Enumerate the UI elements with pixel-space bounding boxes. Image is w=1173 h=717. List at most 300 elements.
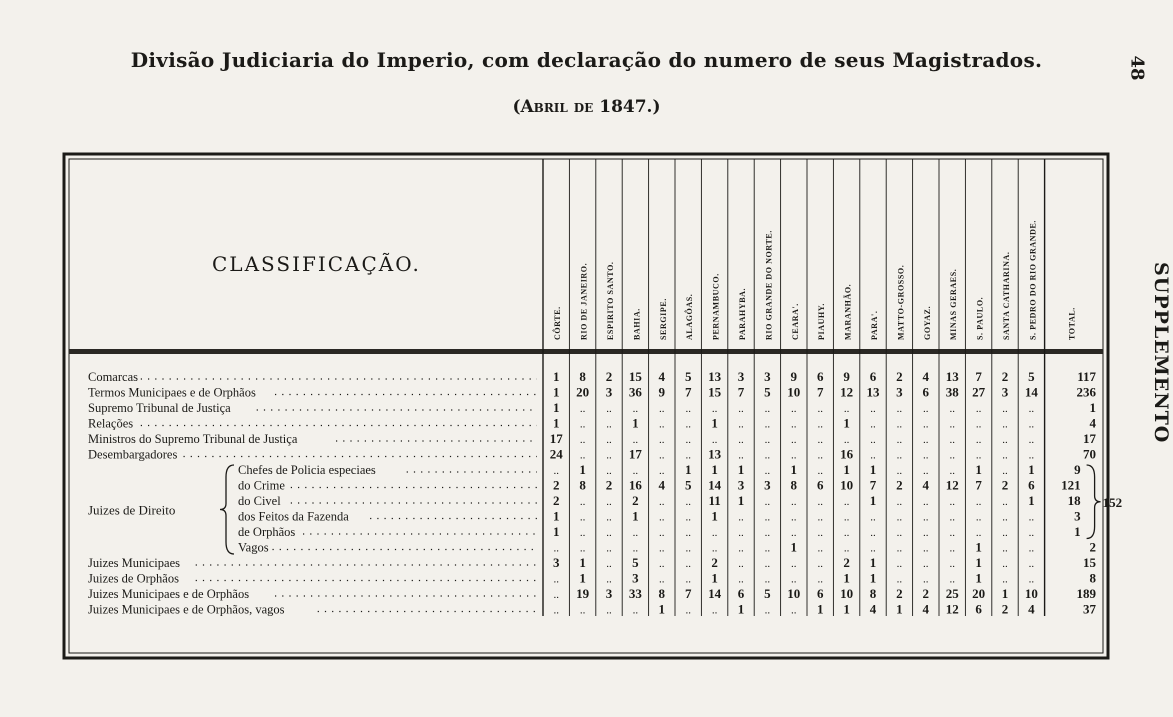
- table-cell: 3: [1001, 384, 1009, 400]
- table-cell: ..: [870, 542, 876, 555]
- table-cell: ..: [870, 511, 876, 524]
- table-cell: ..: [764, 542, 771, 555]
- table-cell: 1: [843, 601, 850, 617]
- table-cell: ..: [923, 558, 929, 570]
- table-cell: ..: [1028, 418, 1035, 431]
- table-cell: ..: [923, 449, 929, 462]
- table-cell: ..: [738, 527, 744, 539]
- table-cell: 2: [1001, 369, 1009, 384]
- table-cell: ..: [606, 511, 612, 524]
- table-cell: ..: [1028, 542, 1035, 555]
- table-cell: 2: [896, 477, 903, 493]
- table-cell: 13: [708, 369, 722, 384]
- table-cell: ..: [606, 573, 612, 586]
- table-cell: ..: [1028, 527, 1035, 539]
- table-cell: 6: [816, 477, 824, 493]
- table-cell: ..: [896, 496, 903, 508]
- row-label: Juizes Municipaes: [88, 556, 180, 570]
- table-cell: 1: [632, 508, 639, 524]
- table-cell: 19: [576, 586, 590, 601]
- table-cell: ..: [923, 418, 929, 431]
- table-cell: 5: [764, 384, 771, 400]
- column-header: RIO DE JANEIRO.: [579, 262, 589, 340]
- table-cell: 24: [549, 446, 563, 462]
- table-cell: ..: [764, 434, 771, 446]
- table-cell: ..: [949, 434, 955, 446]
- table-cell: 12: [840, 384, 854, 400]
- table-cell: ..: [553, 542, 559, 555]
- table-cell: ..: [949, 449, 955, 462]
- table-cell: ..: [923, 403, 929, 415]
- table-cell: 7: [684, 384, 692, 400]
- table-cell: 1: [843, 462, 850, 477]
- table-cell: 16: [840, 446, 854, 462]
- table-cell: ..: [1002, 434, 1008, 446]
- table-cell: 14: [1024, 384, 1038, 400]
- table-cell: 5: [632, 555, 639, 570]
- table-cell: ..: [632, 527, 639, 539]
- table-cell: 1: [869, 570, 877, 586]
- table-cell: 36: [628, 384, 642, 400]
- table-cell: ..: [553, 573, 559, 586]
- table-cell: 1: [869, 493, 877, 508]
- table-cell: ..: [1002, 511, 1008, 524]
- row-total: 236: [1076, 384, 1096, 400]
- table-cell: ..: [738, 511, 744, 524]
- table-cell: 1: [579, 462, 586, 477]
- table-cell: ..: [870, 449, 876, 462]
- table-cell: ..: [791, 449, 797, 462]
- row-total: 8: [1089, 570, 1096, 586]
- table-cell: ..: [579, 542, 586, 555]
- row-label: Relações: [88, 416, 134, 431]
- table-cell: 4: [922, 601, 930, 617]
- table-cell: 4: [922, 369, 930, 384]
- table-cell: 1: [975, 570, 982, 586]
- table-cell: 1: [737, 493, 745, 508]
- table-cell: ..: [870, 403, 876, 415]
- table-cell: ..: [659, 496, 665, 508]
- table-cell: 2: [1001, 601, 1009, 617]
- table-cell: ..: [685, 403, 691, 415]
- table-cell: ..: [764, 511, 771, 524]
- table-cell: ..: [843, 403, 850, 415]
- table-cell: 5: [684, 477, 692, 493]
- table-cell: 3: [764, 477, 771, 493]
- table-cell: ..: [843, 496, 850, 508]
- table-cell: ..: [1002, 496, 1008, 508]
- table-cell: ..: [791, 604, 797, 617]
- table-cell: 1: [552, 400, 560, 415]
- table-cell: 6: [737, 586, 745, 601]
- table-cell: ..: [764, 496, 771, 508]
- table-cell: 7: [684, 586, 692, 601]
- table-cell: 1: [552, 508, 560, 524]
- table-cell: 10: [787, 384, 801, 400]
- row-total: 2: [1089, 539, 1096, 555]
- table-cell: ..: [685, 527, 691, 539]
- table-cell: 2: [711, 555, 718, 570]
- table-cell: ..: [817, 403, 823, 415]
- table-cell: 6: [816, 369, 824, 384]
- table-cell: ..: [632, 542, 639, 555]
- table-cell: 1: [579, 570, 586, 586]
- table-cell: 4: [658, 477, 666, 493]
- table-cell: ..: [685, 511, 691, 524]
- table-cell: ..: [817, 496, 823, 508]
- table-cell: ..: [896, 465, 903, 477]
- row-total: 18: [1067, 493, 1081, 508]
- table-cell: ..: [817, 542, 823, 555]
- table-cell: ..: [896, 418, 903, 431]
- row-label: Chefes de Policia especiaes: [238, 463, 376, 477]
- table-cell: 8: [579, 369, 586, 384]
- table-cell: ..: [764, 465, 771, 477]
- table-cell: 1: [579, 555, 586, 570]
- row-total: 15: [1083, 555, 1096, 570]
- table-cell: ..: [632, 403, 639, 415]
- table-cell: 1: [737, 462, 745, 477]
- column-header: RIO GRANDE DO NORTE.: [764, 230, 774, 340]
- table-cell: ..: [764, 558, 771, 570]
- table-cell: ..: [659, 527, 665, 539]
- table-cell: 14: [708, 586, 722, 601]
- row-total: 17: [1083, 431, 1096, 446]
- table-cell: ..: [975, 449, 982, 462]
- table-cell: ..: [738, 573, 744, 586]
- table-cell: ..: [791, 511, 797, 524]
- table-cell: ..: [579, 511, 586, 524]
- table-cell: ..: [923, 496, 929, 508]
- column-header: SANTA CATHARINA.: [1002, 251, 1011, 340]
- table-cell: 1: [711, 570, 718, 586]
- table-cell: ..: [817, 449, 823, 462]
- column-header: PERNAMBUCO.: [711, 273, 721, 340]
- column-header: S. PEDRO DO RIO GRANDE.: [1028, 219, 1038, 340]
- column-header: TOTAL.: [1067, 307, 1077, 340]
- table-cell: ..: [1002, 558, 1008, 570]
- table-cell: ..: [579, 496, 586, 508]
- row-total: 121: [1061, 477, 1081, 493]
- table-cell: ..: [896, 527, 903, 539]
- table-cell: ..: [632, 465, 639, 477]
- table-cell: 27: [972, 384, 986, 400]
- table-cell: ..: [949, 496, 955, 508]
- table-cell: ..: [975, 527, 982, 539]
- classification-header: CLASSIFICAÇÃO.: [212, 252, 421, 276]
- table-cell: 6: [1028, 477, 1035, 493]
- column-header: S. PAULO.: [975, 296, 985, 340]
- page-number: 48: [1126, 55, 1148, 81]
- table-cell: ..: [923, 573, 929, 586]
- table-cell: ..: [975, 511, 982, 524]
- table-cell: 7: [975, 477, 982, 493]
- table-cell: ..: [870, 527, 876, 539]
- table-cell: 13: [708, 446, 722, 462]
- table-cell: ..: [711, 604, 718, 617]
- table-cell: 1: [975, 462, 982, 477]
- supplement-label: SUPPLEMENTO: [1150, 262, 1172, 444]
- table-cell: 2: [896, 586, 903, 601]
- table-cell: 1: [711, 462, 718, 477]
- row-total: 1: [1074, 524, 1081, 539]
- table-cell: ..: [1002, 573, 1008, 586]
- table-cell: ..: [975, 434, 982, 446]
- table-cell: ..: [975, 496, 982, 508]
- table-cell: 1: [1028, 462, 1035, 477]
- table-cell: 8: [869, 586, 877, 601]
- column-header: ALAGÔAS.: [685, 293, 695, 340]
- column-header: BAHIA.: [632, 308, 642, 340]
- table-cell: ..: [817, 527, 823, 539]
- table-cell: 1: [790, 539, 798, 555]
- table-cell: ..: [685, 558, 691, 570]
- table-cell: ..: [553, 465, 559, 477]
- table-cell: 12: [945, 601, 959, 617]
- table-cell: 11: [708, 493, 721, 508]
- table-cell: ..: [632, 434, 639, 446]
- table-cell: ..: [579, 527, 586, 539]
- table-cell: 25: [945, 586, 959, 601]
- table-cell: 7: [816, 384, 824, 400]
- table-cell: 16: [628, 477, 642, 493]
- row-label: Juizes de Orphãos: [88, 571, 179, 586]
- page-title: Divisão Judiciaria do Imperio, com declaração do numero de seus Magistrados.: [130, 48, 1043, 72]
- table-cell: 2: [605, 369, 613, 384]
- table-cell: ..: [1002, 465, 1008, 477]
- table-cell: 15: [708, 384, 722, 400]
- table-cell: ..: [1028, 511, 1035, 524]
- table-cell: 2: [552, 493, 560, 508]
- table-cell: ..: [1028, 558, 1035, 570]
- table-cell: ..: [1002, 418, 1008, 431]
- table-cell: ..: [1028, 573, 1035, 586]
- table-cell: 3: [605, 384, 613, 400]
- table-cell: ..: [949, 465, 955, 477]
- table-cell: ..: [606, 403, 612, 415]
- table-cell: 2: [922, 586, 930, 601]
- table-cell: 1: [869, 462, 877, 477]
- table-cell: 1: [790, 462, 798, 477]
- row-total: 37: [1083, 601, 1096, 617]
- table-cell: 10: [1024, 586, 1038, 601]
- subtotal-brace: [1087, 465, 1101, 539]
- row-label: do Civel: [238, 494, 281, 508]
- table-cell: ..: [685, 434, 691, 446]
- table-cell: 20: [972, 586, 986, 601]
- table-cell: ..: [896, 511, 903, 524]
- table-cell: ..: [579, 418, 586, 431]
- table-cell: ..: [685, 418, 691, 431]
- table-cell: 1: [684, 462, 692, 477]
- table-cell: ..: [870, 434, 876, 446]
- row-label: do Crime: [238, 478, 285, 493]
- table-cell: 13: [945, 369, 959, 384]
- table-cell: ..: [606, 542, 612, 555]
- table-cell: ..: [579, 403, 586, 415]
- column-header: MINAS GERAES.: [949, 268, 959, 340]
- table-cell: 6: [816, 586, 824, 601]
- table-cell: ..: [632, 604, 639, 617]
- table-cell: 3: [632, 570, 639, 586]
- table-cell: ..: [1002, 403, 1008, 415]
- header-rule: [69, 349, 1103, 354]
- table-cell: ..: [791, 573, 797, 586]
- table-cell: ..: [606, 558, 612, 570]
- row-total: 4: [1089, 415, 1096, 431]
- table-cell: 4: [1028, 601, 1035, 617]
- table-cell: 6: [922, 384, 930, 400]
- column-header: MARANHÃO.: [843, 283, 853, 340]
- table-cell: 2: [552, 477, 560, 493]
- table-cell: ..: [870, 418, 876, 431]
- table-cell: ..: [738, 434, 744, 446]
- group-brace: [220, 465, 234, 554]
- table-cell: ..: [923, 527, 929, 539]
- column-header: PARAHYBA.: [738, 287, 747, 340]
- table-cell: ..: [896, 403, 903, 415]
- table-cell: ..: [791, 527, 797, 539]
- table-cell: ..: [843, 542, 850, 555]
- row-label: Juizes Municipaes e de Orphãos: [88, 587, 250, 601]
- table-cell: 4: [869, 601, 877, 617]
- magistrates-table: [62, 152, 1123, 662]
- column-header: CEARA'.: [790, 303, 800, 340]
- table-cell: ..: [764, 449, 771, 462]
- table-cell: 17: [549, 431, 563, 446]
- row-label: Vagos: [238, 540, 269, 555]
- table-cell: ..: [738, 558, 744, 570]
- table-cell: ..: [606, 604, 612, 617]
- table-cell: 1: [843, 570, 850, 586]
- group-subtotal: 152: [1102, 494, 1123, 510]
- table-cell: 10: [840, 477, 854, 493]
- column-header: MATTO-GROSSO.: [896, 264, 906, 340]
- row-total: 9: [1074, 462, 1081, 477]
- column-header: SERGIPE.: [658, 298, 668, 340]
- table-cell: 1: [1028, 493, 1035, 508]
- table-cell: ..: [553, 589, 559, 601]
- table-cell: 3: [896, 384, 903, 400]
- table-cell: ..: [923, 434, 929, 446]
- table-cell: ..: [1002, 527, 1008, 539]
- table-cell: ..: [949, 573, 955, 586]
- page-subtitle: (Abril de 1847.): [512, 97, 661, 117]
- table-cell: ..: [738, 403, 744, 415]
- column-header: GOYAZ.: [922, 305, 932, 340]
- table-cell: 1: [975, 539, 982, 555]
- table-cell: 7: [975, 369, 982, 384]
- group-label: Juizes de Direito: [88, 502, 176, 518]
- table-cell: 14: [708, 477, 722, 493]
- table-cell: ..: [685, 604, 691, 617]
- table-cell: 5: [1028, 369, 1035, 384]
- column-header: PIAUHY.: [817, 302, 827, 340]
- table-cell: ..: [685, 496, 691, 508]
- table-cell: ..: [659, 418, 665, 431]
- table-cell: ..: [791, 558, 797, 570]
- table-cell: ..: [659, 449, 665, 462]
- table-cell: ..: [711, 434, 718, 446]
- row-total: 189: [1076, 586, 1096, 601]
- table-cell: 5: [764, 586, 771, 601]
- table-cell: ..: [711, 403, 718, 415]
- table-cell: ..: [1028, 403, 1035, 415]
- row-label: dos Feitos da Fazenda: [238, 509, 349, 524]
- table-cell: ..: [764, 527, 771, 539]
- table-cell: ..: [975, 403, 982, 415]
- row-label: Termos Municipaes e de Orphãos: [88, 385, 256, 400]
- table-cell: ..: [659, 434, 665, 446]
- table-cell: ..: [579, 434, 586, 446]
- table-cell: 1: [843, 415, 850, 431]
- row-label: Ministros do Supremo Tribunal de Justiça: [88, 432, 298, 446]
- table-cell: ..: [553, 604, 559, 617]
- table-cell: 3: [764, 369, 771, 384]
- table-cell: ..: [949, 511, 955, 524]
- table-cell: ..: [975, 418, 982, 431]
- table-cell: 1: [632, 415, 639, 431]
- table-cell: 1: [975, 555, 982, 570]
- table-cell: 4: [658, 369, 666, 384]
- table-cell: ..: [606, 465, 612, 477]
- table-cell: 6: [869, 369, 877, 384]
- table-cell: ..: [791, 496, 797, 508]
- table-cell: ..: [711, 527, 718, 539]
- table-cell: 2: [632, 493, 639, 508]
- table-cell: 13: [866, 384, 880, 400]
- table-cell: ..: [738, 449, 744, 462]
- table-cell: ..: [659, 558, 665, 570]
- table-cell: ..: [659, 542, 665, 555]
- table-cell: 2: [896, 369, 903, 384]
- table-cell: 4: [922, 477, 930, 493]
- table-cell: ..: [606, 496, 612, 508]
- table-cell: 6: [975, 601, 982, 617]
- table-cell: 10: [840, 586, 854, 601]
- table-cell: 1: [1001, 586, 1009, 601]
- column-header: PARA'.: [870, 310, 879, 340]
- table-cell: 9: [843, 369, 850, 384]
- table-cell: ..: [659, 573, 665, 586]
- table-cell: ..: [791, 418, 797, 431]
- table-cell: ..: [817, 573, 823, 586]
- table-cell: 1: [711, 415, 718, 431]
- table-cell: 38: [945, 384, 959, 400]
- table-cell: ..: [764, 418, 771, 431]
- row-label: Supremo Tribunal de Justiça: [88, 401, 231, 415]
- table-cell: ..: [791, 434, 797, 446]
- row-total: 1: [1089, 400, 1096, 415]
- table-cell: ..: [606, 449, 612, 462]
- table-cell: ..: [1002, 542, 1008, 555]
- table-cell: 2: [605, 477, 613, 493]
- table-cell: 17: [628, 446, 642, 462]
- table-cell: ..: [896, 434, 903, 446]
- table-cell: ..: [606, 434, 612, 446]
- table-cell: 1: [658, 601, 666, 617]
- table-cell: 1: [816, 601, 824, 617]
- table-cell: 1: [869, 555, 877, 570]
- table-cell: 8: [790, 477, 798, 493]
- table-grid: [62, 152, 1123, 662]
- table-cell: 9: [790, 369, 798, 384]
- table-cell: ..: [817, 418, 823, 431]
- table-cell: ..: [817, 465, 823, 477]
- table-cell: ..: [738, 542, 744, 555]
- table-cell: 5: [684, 369, 692, 384]
- table-cell: ..: [579, 449, 586, 462]
